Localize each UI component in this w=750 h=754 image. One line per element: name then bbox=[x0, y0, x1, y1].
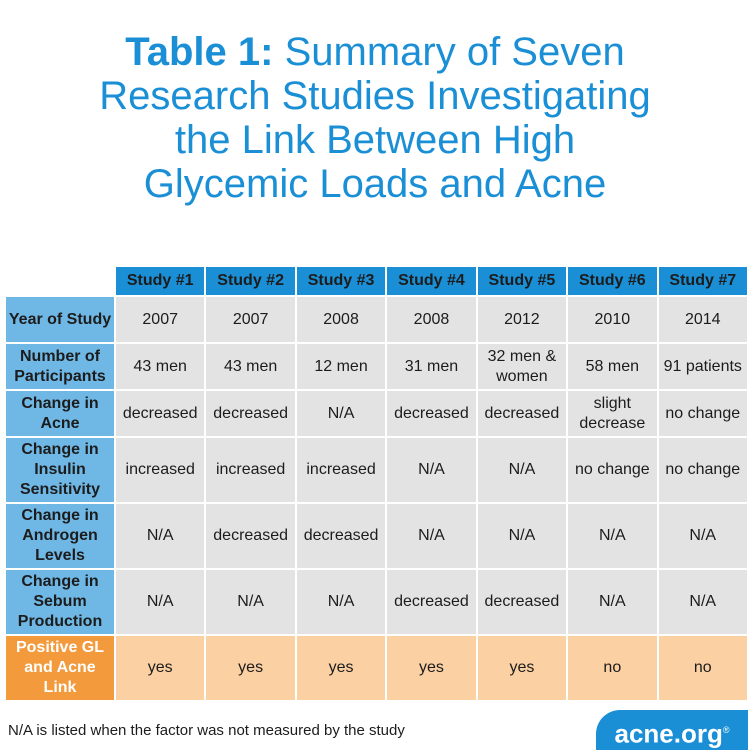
row-header: Change in Androgen Levels bbox=[6, 504, 114, 568]
table-cell: no bbox=[659, 636, 747, 700]
logo-text: acne.org bbox=[614, 718, 723, 749]
table-cell: no change bbox=[568, 438, 656, 502]
table-row bbox=[6, 438, 747, 502]
row-header: Change in Sebum Production bbox=[6, 570, 114, 634]
title-line-4: Glycemic Loads and Acne bbox=[143, 162, 607, 206]
table-cell: 2012 bbox=[478, 297, 566, 342]
table-cell: decreased bbox=[206, 391, 294, 436]
table-cell: N/A bbox=[568, 570, 656, 634]
row-header: Change in Acne bbox=[6, 391, 114, 436]
table-cell: 91 patients bbox=[659, 344, 747, 389]
table-cell: N/A bbox=[206, 570, 294, 634]
table-cell: 58 men bbox=[568, 344, 656, 389]
table-cell: increased bbox=[297, 438, 385, 502]
brand-logo bbox=[596, 710, 748, 750]
table-cell: 32 men & women bbox=[478, 344, 566, 389]
table-row bbox=[6, 391, 747, 436]
table-cell: N/A bbox=[387, 438, 475, 502]
registered-mark: ® bbox=[722, 725, 730, 735]
page-title bbox=[0, 30, 750, 206]
table-row bbox=[6, 570, 747, 634]
table-cell: N/A bbox=[116, 504, 204, 568]
row-header: Number of Participants bbox=[6, 344, 114, 389]
table-cell: decreased bbox=[387, 570, 475, 634]
table-cell: 43 men bbox=[206, 344, 294, 389]
table-cell: no change bbox=[659, 391, 747, 436]
table-cell: no change bbox=[659, 438, 747, 502]
table-cell: decreased bbox=[297, 504, 385, 568]
table-row bbox=[6, 344, 747, 389]
column-header: Study #3 bbox=[297, 267, 385, 295]
table-cell: N/A bbox=[478, 438, 566, 502]
table-cell: N/A bbox=[659, 570, 747, 634]
table-cell: increased bbox=[116, 438, 204, 502]
table-corner bbox=[6, 267, 114, 295]
table-row-highlight bbox=[6, 636, 747, 700]
table-cell: decreased bbox=[478, 570, 566, 634]
table-cell: 43 men bbox=[116, 344, 204, 389]
table-cell: 2008 bbox=[297, 297, 385, 342]
column-header: Study #5 bbox=[478, 267, 566, 295]
title-prefix: Table 1: bbox=[125, 30, 274, 74]
table-cell: N/A bbox=[387, 504, 475, 568]
column-header: Study #6 bbox=[568, 267, 656, 295]
row-header: Year of Study bbox=[6, 297, 114, 342]
table-cell: 2008 bbox=[387, 297, 475, 342]
column-header: Study #1 bbox=[116, 267, 204, 295]
row-header: Change in Insulin Sensitivity bbox=[6, 438, 114, 502]
table-cell: 31 men bbox=[387, 344, 475, 389]
table-header-row bbox=[6, 267, 747, 295]
table-cell: decreased bbox=[387, 391, 475, 436]
summary-table bbox=[4, 265, 749, 702]
table-row bbox=[6, 297, 747, 342]
table-cell: decreased bbox=[206, 504, 294, 568]
table-cell: 2010 bbox=[568, 297, 656, 342]
title-line-3: the Link Between High bbox=[174, 118, 576, 162]
table-cell: N/A bbox=[297, 570, 385, 634]
table-cell: decreased bbox=[116, 391, 204, 436]
table-cell: 12 men bbox=[297, 344, 385, 389]
table-cell: no bbox=[568, 636, 656, 700]
table-cell: yes bbox=[478, 636, 566, 700]
table-cell: N/A bbox=[297, 391, 385, 436]
table-cell: yes bbox=[297, 636, 385, 700]
table-cell: decreased bbox=[478, 391, 566, 436]
table-cell: yes bbox=[116, 636, 204, 700]
title-line-1-text: Summary of Seven bbox=[273, 30, 625, 74]
row-header: Positive GL and Acne Link bbox=[6, 636, 114, 700]
table-cell: N/A bbox=[568, 504, 656, 568]
column-header: Study #4 bbox=[387, 267, 475, 295]
table-cell: 2007 bbox=[116, 297, 204, 342]
table-cell: N/A bbox=[116, 570, 204, 634]
table-cell: 2007 bbox=[206, 297, 294, 342]
table-cell: slight decrease bbox=[568, 391, 656, 436]
table-cell: 2014 bbox=[659, 297, 747, 342]
table-cell: N/A bbox=[659, 504, 747, 568]
table-cell: yes bbox=[387, 636, 475, 700]
footnote: N/A is listed when the factor was not measured by the study bbox=[8, 722, 405, 739]
table-cell: increased bbox=[206, 438, 294, 502]
table-row bbox=[6, 504, 747, 568]
table-cell: yes bbox=[206, 636, 294, 700]
title-line-1 bbox=[0, 30, 750, 74]
column-header: Study #7 bbox=[659, 267, 747, 295]
title-line-2: Research Studies Investigating bbox=[99, 74, 651, 118]
column-header: Study #2 bbox=[206, 267, 294, 295]
table-cell: N/A bbox=[478, 504, 566, 568]
